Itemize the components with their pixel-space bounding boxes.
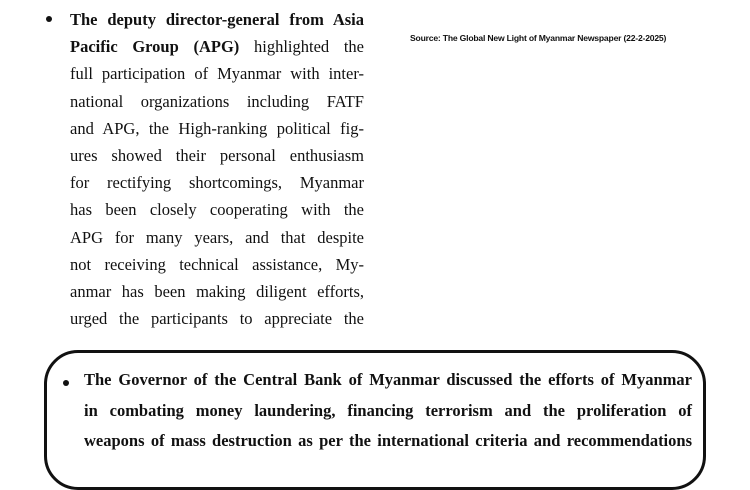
paragraph-line (70, 305, 364, 332)
text-run: full participation of Myanmar with inter- (70, 64, 364, 84)
text-run: APG for many years, and that despite (70, 227, 364, 247)
text-run: has been closely cooperating with the (70, 200, 364, 220)
paragraph-line (70, 224, 364, 251)
paragraph-line: in combating money laundering, financing terrorism and the proliferation of (84, 400, 692, 420)
governor-highlight-box (44, 350, 706, 490)
paragraph-line: weapons of mass destruction as per the international criteria and recommendations (84, 431, 692, 450)
bullet-dot (46, 16, 52, 22)
source-caption: Source: The Global New Light of Myanmar Newspaper (22-2-2025) (410, 33, 667, 43)
paragraph-line (70, 169, 364, 196)
text-run: national organizations including FATF (70, 91, 364, 111)
paragraph-line (70, 88, 364, 115)
paragraph-line (70, 251, 364, 278)
bullet-dot (63, 380, 69, 386)
paragraph-line: The Governor of the Central Bank of Myanmar discussed the efforts of Myanmar (84, 370, 692, 389)
paragraph-line (70, 278, 364, 305)
apg-bullet-text (70, 6, 364, 332)
text-run: anmar has been making diligent efforts, (70, 282, 364, 302)
paragraph-line (70, 142, 364, 169)
paragraph-line (70, 115, 364, 142)
governor-bullet-text (84, 365, 692, 457)
text-run: highlighted the (239, 37, 364, 57)
text-run: for rectifying shortcomings, Myanmar (70, 173, 364, 193)
bold-run: Pacific Group (APG) (70, 37, 240, 57)
text-run: not receiving technical assistance, My- (70, 254, 364, 274)
text-run: and APG, the High-ranking political fig- (70, 118, 364, 138)
text-run: ures showed their personal enthusiasm (70, 146, 364, 166)
paragraph-line (70, 196, 364, 223)
bold-run: The deputy director-general from Asia (70, 10, 364, 29)
paragraph-line (70, 6, 364, 33)
text-run: urged the participants to appreciate the (70, 309, 364, 329)
apg-bullet-paragraph (46, 6, 364, 332)
paragraph-line (70, 60, 364, 87)
paragraph-line (70, 33, 364, 60)
